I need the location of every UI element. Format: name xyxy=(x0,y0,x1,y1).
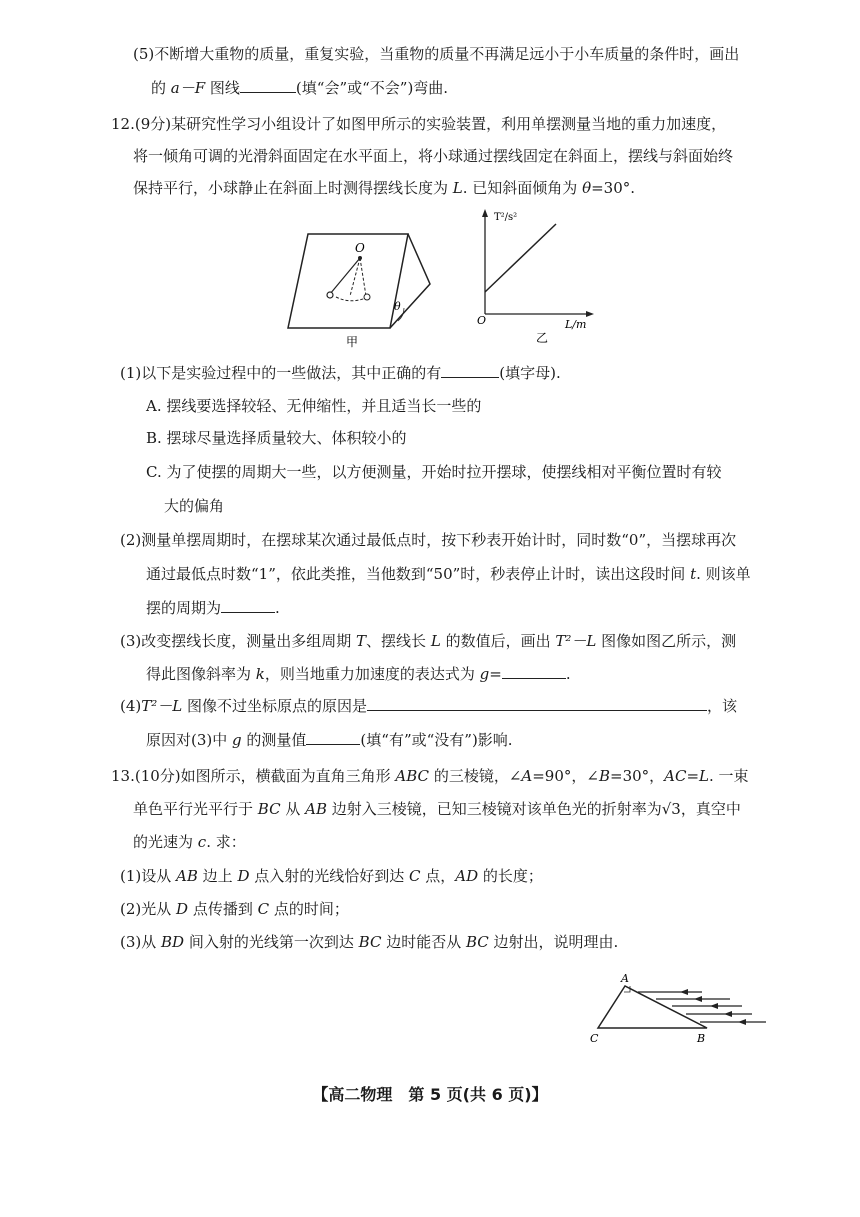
text: 点入射的光线恰好到达 xyxy=(249,867,410,885)
math-AB: AB xyxy=(176,867,198,885)
q12-3-line2 xyxy=(146,664,571,684)
data-line xyxy=(485,224,556,292)
text: 单色平行光平行于 xyxy=(133,800,258,818)
text: =30°， xyxy=(610,767,665,785)
text: ，则当地重力加速度的表达式为 xyxy=(264,665,480,683)
text: 图线 xyxy=(205,79,240,97)
y-axis-arrow xyxy=(482,209,488,217)
text: (2)光从 xyxy=(120,900,177,918)
math-g: g xyxy=(479,665,490,683)
text: . 则该单 xyxy=(696,565,751,583)
arrow xyxy=(710,1003,718,1009)
text: =90°，∠ xyxy=(532,767,599,785)
math-BD: BD xyxy=(161,933,185,951)
math-AC: AC xyxy=(664,767,687,785)
text: =30°. xyxy=(591,179,636,197)
arrow xyxy=(680,989,688,995)
text: 边射入三棱镜，已知三棱镜对该单色光的折射率为 xyxy=(326,800,662,818)
math-theta: θ xyxy=(582,179,592,197)
label-C: C xyxy=(590,1032,599,1045)
text: 边上 xyxy=(197,867,238,885)
text: . xyxy=(565,665,571,683)
caption-jia: 甲 xyxy=(346,335,359,349)
answer-blank[interactable] xyxy=(221,598,275,613)
q13-sub3 xyxy=(120,932,618,952)
text: . 一束 xyxy=(709,767,749,785)
text: 点的时间； xyxy=(269,900,349,918)
math-AB: AB xyxy=(305,800,327,818)
q12-1 xyxy=(120,363,561,383)
label-B: B xyxy=(697,1032,706,1045)
text: 、摆线长 xyxy=(366,632,431,650)
q12-line1: 12.(9分)某研究性学习小组设计了如图甲所示的实验装置，利用单摆测量当地的重力加速度， xyxy=(111,115,727,133)
option-a: A. 摆线要选择较轻、无伸缩性，并且适当长一些的 xyxy=(146,397,482,415)
answer-blank[interactable] xyxy=(441,363,499,378)
math-C: C xyxy=(257,900,270,918)
text: ，该 xyxy=(707,697,738,715)
text: 从 xyxy=(280,800,306,818)
q13-sub1 xyxy=(120,866,543,886)
math-AD: AD xyxy=(455,867,479,885)
q13-line2 xyxy=(133,799,741,819)
math-T: T xyxy=(356,632,367,650)
text: . 求： xyxy=(206,833,246,851)
text: 的测量值 xyxy=(241,731,307,749)
text: (1)以下是实验过程中的一些做法，其中正确的有 xyxy=(120,364,442,382)
pendulum-string-dashed xyxy=(360,258,366,296)
page-footer: 【高二物理 第 5 页(共 6 页)】 xyxy=(312,1085,548,1104)
text: 图像如图乙所示，测 xyxy=(596,632,737,650)
option-c-line2: 大的偏角 xyxy=(164,497,225,515)
q12-line2: 将一倾角可调的光滑斜面固定在水平面上，将小球通过摆线固定在斜面上，摆线与斜面始终 xyxy=(133,147,734,165)
math-aF: a－F xyxy=(170,79,206,97)
math-BC: BC xyxy=(465,933,489,951)
math-D: D xyxy=(237,867,250,885)
figure-jia xyxy=(280,228,436,352)
text: = xyxy=(686,767,700,785)
math-g: g xyxy=(232,731,242,749)
text: 间入射的光线第一次到达 xyxy=(184,933,359,951)
math-sqrt3: √3 xyxy=(661,800,681,818)
q12-3-line1 xyxy=(120,631,736,651)
q13-line1 xyxy=(111,766,749,786)
y-axis-label: T²/s² xyxy=(494,212,518,223)
math-ABC: ABC xyxy=(395,767,430,785)
math-BC: BC xyxy=(257,800,281,818)
math-L: L xyxy=(699,767,710,785)
text: 点， xyxy=(420,867,456,885)
q12-4-line1 xyxy=(120,696,737,716)
option-c-line1: C. 为了使摆的周期大一些，以方便测量，开始时拉开摆球，使摆线相对平衡位置时有较 xyxy=(146,463,722,481)
arrow xyxy=(724,1011,732,1017)
text: = xyxy=(489,665,502,683)
answer-blank[interactable] xyxy=(306,730,360,745)
math-BC: BC xyxy=(358,933,382,951)
pendulum-arc xyxy=(336,297,366,301)
label-theta: θ xyxy=(394,300,401,313)
q12-2-line2 xyxy=(146,564,751,584)
incline-face xyxy=(288,234,408,328)
q11-5-line2 xyxy=(151,78,448,98)
math-A: A xyxy=(521,767,533,785)
origin-label: O xyxy=(477,314,487,327)
q12-line3 xyxy=(133,178,635,198)
answer-blank[interactable] xyxy=(502,664,566,679)
text: (填字母). xyxy=(499,364,561,382)
incline-side xyxy=(390,234,430,328)
math-L: L xyxy=(452,179,463,197)
x-axis-arrow xyxy=(586,311,594,317)
text: (1)设从 xyxy=(120,867,177,885)
q11-5-line1: (5)不断增大重物的质量，重复实验，当重物的质量不再满足远小于小车质量的条件时，画出 xyxy=(133,45,740,63)
text: (填“会”或“不会”)弯曲. xyxy=(295,79,449,97)
math-B: B xyxy=(598,767,610,785)
label-O: O xyxy=(355,241,365,255)
text: 13.(10分)如图所示，横截面为直角三角形 xyxy=(111,767,396,785)
math-D: D xyxy=(176,900,189,918)
q12-4-line2 xyxy=(146,730,513,750)
text: 保持平行，小球静止在斜面上时测得摆线长度为 xyxy=(133,179,453,197)
math-L: L xyxy=(430,632,441,650)
text: (4) xyxy=(120,697,142,715)
text: 的 xyxy=(151,79,171,97)
text: (填“有”或“没有”)影响. xyxy=(360,731,513,749)
q12-2-line1: (2)测量单摆周期时，在摆球某次通过最低点时，按下秒表开始计时，同时数“0”，当摆球再次 xyxy=(120,531,737,549)
option-b: B. 摆球尽量选择质量较大、体积较小的 xyxy=(146,429,407,447)
text: 图像不过坐标原点的原因是 xyxy=(182,697,368,715)
text: . xyxy=(275,599,280,617)
pendulum-ball xyxy=(327,292,333,298)
q13-line3 xyxy=(133,832,246,852)
math-C: C xyxy=(409,867,421,885)
text: 边射出，说明理由. xyxy=(488,933,619,951)
label-A: A xyxy=(621,972,629,985)
figure-yi xyxy=(470,206,600,346)
arrow xyxy=(694,996,702,1002)
text: 的光速为 xyxy=(133,833,198,851)
text: 原因对(3)中 xyxy=(146,731,233,749)
figure-prism xyxy=(582,970,768,1048)
text: ，真空中 xyxy=(680,800,741,818)
text: 的三棱镜，∠ xyxy=(429,767,522,785)
answer-blank[interactable] xyxy=(240,78,296,93)
arrow xyxy=(738,1019,746,1025)
text: 摆的周期为 xyxy=(146,599,222,617)
q12-2-line3 xyxy=(146,598,280,618)
math-T2L: T²－L xyxy=(555,632,597,650)
text: 边时能否从 xyxy=(381,933,466,951)
text: (3)改变摆线长度，测量出多组周期 xyxy=(120,632,357,650)
answer-blank[interactable] xyxy=(367,696,707,711)
math-t: t xyxy=(690,565,697,583)
text: 点传播到 xyxy=(188,900,258,918)
math-T2L: T²－L xyxy=(141,697,183,715)
pendulum-ball-dashed xyxy=(364,294,370,300)
q13-sub2 xyxy=(120,899,349,919)
x-axis-label: L/m xyxy=(565,318,587,331)
text: 的长度； xyxy=(478,867,543,885)
caption-yi: 乙 xyxy=(536,331,549,345)
text: 通过最低点时数“1”，依此类推，当他数到“50”时，秒表停止计时，读出这段时间 xyxy=(146,565,691,583)
text: 的数值后，画出 xyxy=(440,632,556,650)
math-c: c xyxy=(197,833,207,851)
pendulum-string xyxy=(330,258,360,294)
text: (3)从 xyxy=(120,933,162,951)
math-k: k xyxy=(255,665,265,683)
text: . 已知斜面倾角为 xyxy=(462,179,583,197)
text: 得此图像斜率为 xyxy=(146,665,256,683)
